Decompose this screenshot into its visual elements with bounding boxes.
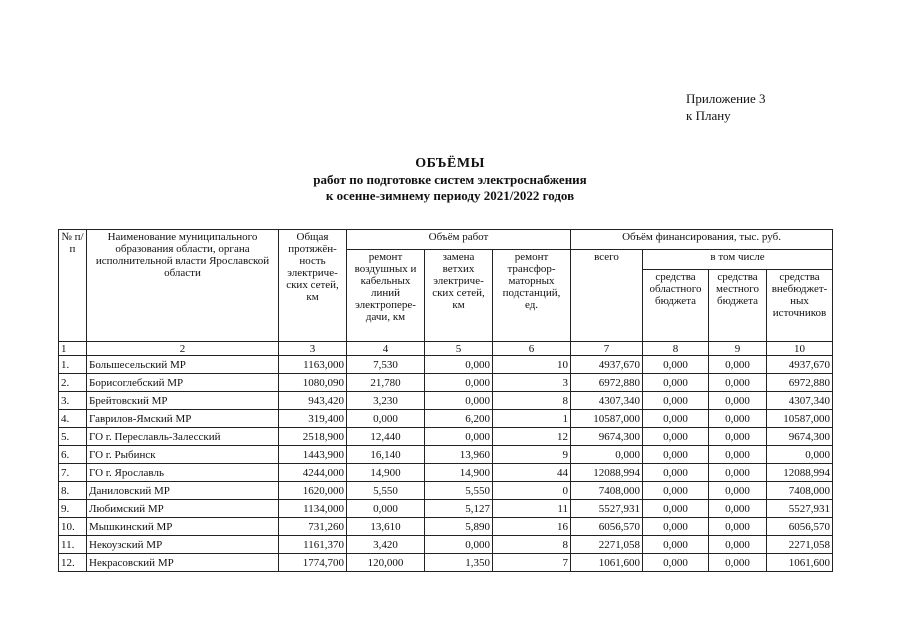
network-length: 943,420 [279, 392, 347, 410]
municipality-name: Большесельский МР [87, 356, 279, 374]
financing-total: 5527,931 [571, 500, 643, 518]
networks-replace-km: 0,000 [425, 536, 493, 554]
municipality-name: Некоузский МР [87, 536, 279, 554]
substations-repair-count: 12 [493, 428, 571, 446]
financing-extra: 2271,058 [767, 536, 833, 554]
row-number: 6. [59, 446, 87, 464]
financing-local: 0,000 [709, 428, 767, 446]
financing-regional: 0,000 [643, 536, 709, 554]
title-line-3: к осенне-зимнему периоду 2021/2022 годов [325, 188, 575, 203]
financing-total: 4937,670 [571, 356, 643, 374]
lines-repair-km: 3,230 [347, 392, 425, 410]
financing-regional: 0,000 [643, 446, 709, 464]
column-number: 7 [571, 342, 643, 356]
network-length: 1080,090 [279, 374, 347, 392]
municipality-name: Брейтовский МР [87, 392, 279, 410]
financing-total: 12088,994 [571, 464, 643, 482]
appendix-line-1: Приложение 3 [686, 91, 766, 106]
financing-total: 2271,058 [571, 536, 643, 554]
table-row [59, 446, 833, 464]
networks-replace-km: 6,200 [425, 410, 493, 428]
row-number: 2. [59, 374, 87, 392]
lines-repair-km: 120,000 [347, 554, 425, 572]
networks-replace-km: 0,000 [425, 374, 493, 392]
table-row [59, 464, 833, 482]
financing-extra: 4937,670 [767, 356, 833, 374]
substations-repair-count: 0 [493, 482, 571, 500]
table-row [59, 374, 833, 392]
network-length: 1161,370 [279, 536, 347, 554]
financing-total: 6056,570 [571, 518, 643, 536]
substations-repair-count: 8 [493, 392, 571, 410]
financing-local: 0,000 [709, 374, 767, 392]
header-local: средства местного бюджета [709, 270, 767, 342]
substations-repair-count: 7 [493, 554, 571, 572]
table-row [59, 392, 833, 410]
column-number: 6 [493, 342, 571, 356]
financing-regional: 0,000 [643, 500, 709, 518]
lines-repair-km: 0,000 [347, 410, 425, 428]
municipality-name: Некрасовский МР [87, 554, 279, 572]
financing-local: 0,000 [709, 518, 767, 536]
table-row [59, 356, 833, 374]
volumes-table [58, 229, 833, 572]
table-row [59, 536, 833, 554]
networks-replace-km: 0,000 [425, 356, 493, 374]
substations-repair-count: 1 [493, 410, 571, 428]
column-number: 4 [347, 342, 425, 356]
column-number: 3 [279, 342, 347, 356]
lines-repair-km: 14,900 [347, 464, 425, 482]
financing-total: 6972,880 [571, 374, 643, 392]
financing-local: 0,000 [709, 554, 767, 572]
header-including: в том числе [643, 250, 833, 270]
header-name: Наименование муниципального образования области, органа исполнительной власти Ярославской области [87, 230, 279, 342]
municipality-name: Борисоглебский МР [87, 374, 279, 392]
financing-local: 0,000 [709, 500, 767, 518]
financing-regional: 0,000 [643, 554, 709, 572]
financing-regional: 0,000 [643, 428, 709, 446]
row-number: 9. [59, 500, 87, 518]
financing-local: 0,000 [709, 536, 767, 554]
lines-repair-km: 7,530 [347, 356, 425, 374]
header-regional: средства областного бюджета [643, 270, 709, 342]
network-length: 731,260 [279, 518, 347, 536]
substations-repair-count: 8 [493, 536, 571, 554]
column-number: 10 [767, 342, 833, 356]
networks-replace-km: 1,350 [425, 554, 493, 572]
lines-repair-km: 5,550 [347, 482, 425, 500]
lines-repair-km: 12,440 [347, 428, 425, 446]
title-line-2: работ по подготовке систем электроснабжения [313, 172, 587, 187]
lines-repair-km: 21,780 [347, 374, 425, 392]
financing-local: 0,000 [709, 446, 767, 464]
lines-repair-km: 0,000 [347, 500, 425, 518]
row-number: 1. [59, 356, 87, 374]
financing-regional: 0,000 [643, 410, 709, 428]
networks-replace-km: 5,550 [425, 482, 493, 500]
column-number: 9 [709, 342, 767, 356]
networks-replace-km: 0,000 [425, 392, 493, 410]
row-number: 10. [59, 518, 87, 536]
network-length: 1774,700 [279, 554, 347, 572]
financing-local: 0,000 [709, 356, 767, 374]
network-length: 4244,000 [279, 464, 347, 482]
networks-replace-km: 13,960 [425, 446, 493, 464]
financing-extra: 6972,880 [767, 374, 833, 392]
financing-extra: 0,000 [767, 446, 833, 464]
financing-extra: 12088,994 [767, 464, 833, 482]
financing-total: 9674,300 [571, 428, 643, 446]
municipality-name: Гаврилов-Ямский МР [87, 410, 279, 428]
networks-replace-km: 5,127 [425, 500, 493, 518]
table-row [59, 500, 833, 518]
financing-local: 0,000 [709, 464, 767, 482]
appendix-line-2: к Плану [686, 108, 731, 123]
row-number: 4. [59, 410, 87, 428]
municipality-name: ГО г. Рыбинск [87, 446, 279, 464]
networks-replace-km: 0,000 [425, 428, 493, 446]
table-row [59, 410, 833, 428]
header-repair-lines: ремонт воздушных и кабельных линий электропере-дачи, км [347, 250, 425, 342]
header-financing: Объём финансирования, тыс. руб. [571, 230, 833, 250]
substations-repair-count: 16 [493, 518, 571, 536]
financing-regional: 0,000 [643, 464, 709, 482]
substations-repair-count: 3 [493, 374, 571, 392]
network-length: 1134,000 [279, 500, 347, 518]
financing-regional: 0,000 [643, 482, 709, 500]
financing-extra: 10587,000 [767, 410, 833, 428]
column-number: 1 [59, 342, 87, 356]
header-repair-substations: ремонт трансфор-маторных подстанций, ед. [493, 250, 571, 342]
financing-local: 0,000 [709, 410, 767, 428]
column-number: 2 [87, 342, 279, 356]
networks-replace-km: 5,890 [425, 518, 493, 536]
network-length: 2518,900 [279, 428, 347, 446]
financing-local: 0,000 [709, 392, 767, 410]
lines-repair-km: 3,420 [347, 536, 425, 554]
table-row [59, 428, 833, 446]
table-row [59, 482, 833, 500]
lines-repair-km: 13,610 [347, 518, 425, 536]
network-length: 319,400 [279, 410, 347, 428]
table-body [59, 356, 833, 572]
substations-repair-count: 11 [493, 500, 571, 518]
financing-regional: 0,000 [643, 374, 709, 392]
row-number: 7. [59, 464, 87, 482]
header-works: Объём работ [347, 230, 571, 250]
financing-local: 0,000 [709, 482, 767, 500]
substations-repair-count: 10 [493, 356, 571, 374]
header-replace-networks: замена ветхих электриче-ских сетей, км [425, 250, 493, 342]
network-length: 1620,000 [279, 482, 347, 500]
financing-extra: 9674,300 [767, 428, 833, 446]
column-number: 5 [425, 342, 493, 356]
row-number: 3. [59, 392, 87, 410]
financing-extra: 5527,931 [767, 500, 833, 518]
header-extra: средства внебюджет-ных источников [767, 270, 833, 342]
financing-regional: 0,000 [643, 518, 709, 536]
column-number: 8 [643, 342, 709, 356]
row-number: 8. [59, 482, 87, 500]
financing-total: 7408,000 [571, 482, 643, 500]
municipality-name: Любимский МР [87, 500, 279, 518]
title-line-1: ОБЪЁМЫ [415, 156, 485, 171]
appendix-reference [686, 90, 766, 124]
column-numbers-row [59, 342, 833, 356]
municipality-name: Даниловский МР [87, 482, 279, 500]
financing-extra: 1061,600 [767, 554, 833, 572]
network-length: 1443,900 [279, 446, 347, 464]
header-no: № п/п [59, 230, 87, 342]
municipality-name: ГО г. Переславль-Залесский [87, 428, 279, 446]
table-row [59, 518, 833, 536]
row-number: 5. [59, 428, 87, 446]
lines-repair-km: 16,140 [347, 446, 425, 464]
financing-extra: 4307,340 [767, 392, 833, 410]
document-title [230, 155, 670, 204]
financing-total: 10587,000 [571, 410, 643, 428]
financing-regional: 0,000 [643, 392, 709, 410]
financing-total: 1061,600 [571, 554, 643, 572]
header-total: всего [571, 250, 643, 342]
networks-replace-km: 14,900 [425, 464, 493, 482]
row-number: 12. [59, 554, 87, 572]
financing-regional: 0,000 [643, 356, 709, 374]
financing-extra: 6056,570 [767, 518, 833, 536]
municipality-name: ГО г. Ярославль [87, 464, 279, 482]
financing-total: 4307,340 [571, 392, 643, 410]
substations-repair-count: 9 [493, 446, 571, 464]
row-number: 11. [59, 536, 87, 554]
header-length: Общая протяжён-ность электриче-ских сетей, км [279, 230, 347, 342]
municipality-name: Мышкинский МР [87, 518, 279, 536]
table-row [59, 554, 833, 572]
financing-extra: 7408,000 [767, 482, 833, 500]
network-length: 1163,000 [279, 356, 347, 374]
financing-total: 0,000 [571, 446, 643, 464]
substations-repair-count: 44 [493, 464, 571, 482]
